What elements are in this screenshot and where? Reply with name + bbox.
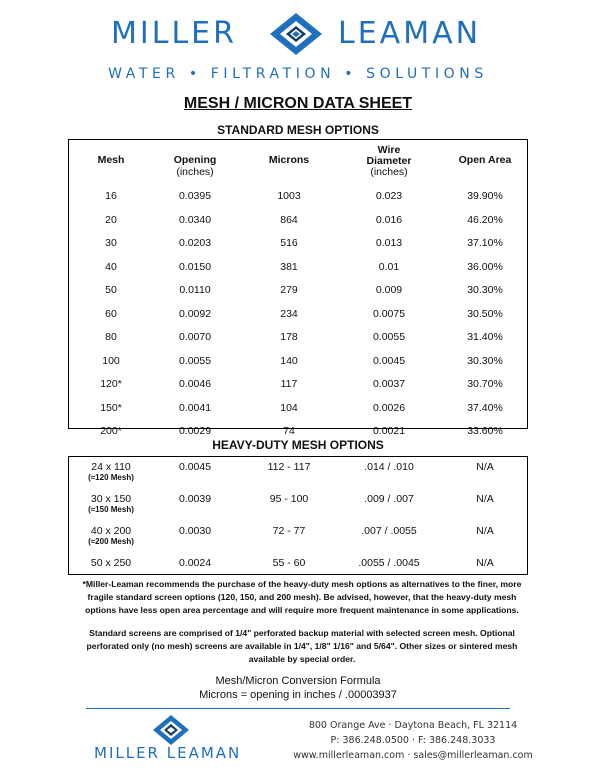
std-cell-wire-diameter: 0.016 <box>375 213 403 226</box>
footer-divider <box>86 708 510 709</box>
std-cell-mesh: 200* <box>100 425 122 437</box>
header-logo <box>0 10 596 60</box>
brand-name-left: MILLER <box>111 16 237 51</box>
std-cell-mesh: 80 <box>105 331 117 343</box>
std-cell-opening: 0.0055 <box>178 354 212 367</box>
header-open-area: Open Area <box>458 154 512 166</box>
std-cell-open-area: 36.00% <box>467 260 503 273</box>
std-cell-opening: 0.0150 <box>178 260 212 273</box>
hd-cell-wire: .007 / .0055 <box>361 525 417 537</box>
std-cell-open-area: 31.40% <box>467 331 503 343</box>
std-cell-opening: 0.0092 <box>178 307 212 320</box>
std-cell-opening: 0.0395 <box>178 190 212 202</box>
hd-cell-mesh-equivalent: (≈200 Mesh) <box>88 537 134 546</box>
std-cell-opening: 0.0041 <box>178 401 212 414</box>
std-cell-wire-diameter: 0.0045 <box>372 354 406 367</box>
diamond-logo-icon <box>268 12 324 56</box>
header-wire-line1: Wire <box>377 144 401 156</box>
hd-cell-microns: 112 - 117 <box>267 461 311 473</box>
hd-cell-mesh: 30 x 150 <box>90 493 132 505</box>
std-cell-wire-diameter: 0.0055 <box>372 331 406 343</box>
std-cell-microns: 140 <box>280 354 298 367</box>
tagline: WATER • FILTRATION • SOLUTIONS <box>108 66 488 82</box>
formula-title: Mesh/Micron Conversion Formula <box>215 675 381 687</box>
header-opening: Opening <box>173 154 217 166</box>
heavy-duty-note: *Miller-Leaman recommends the purchase of the heavy-duty mesh options as alternatives to the finer, more fragile standard screen options (120, 150, and 200 mesh). Be advised, however, that the heavy-duty mesh options have less open area percentage and will require more frequent maintenance in some applications. <box>82 579 522 615</box>
std-cell-microns: 279 <box>280 284 298 296</box>
std-cell-open-area: 33.60% <box>467 425 503 437</box>
header-wire-line2: Diameter <box>366 155 412 167</box>
hd-cell-microns: 72 - 77 <box>272 525 306 537</box>
std-cell-mesh: 40 <box>105 260 117 273</box>
hd-cell-open-area: N/A <box>476 461 494 473</box>
std-cell-mesh: 120* <box>100 378 122 390</box>
std-cell-opening: 0.0029 <box>178 425 212 437</box>
standard-mesh-table <box>68 139 528 437</box>
std-cell-open-area: 39.90% <box>467 190 503 202</box>
std-cell-wire-diameter: 0.023 <box>375 190 403 202</box>
std-cell-open-area: 37.40% <box>467 401 503 414</box>
std-cell-opening: 0.0340 <box>178 213 212 226</box>
footer-address: 800 Orange Ave · Daytona Beach, FL 32114 <box>308 720 518 731</box>
standard-section-title: STANDARD MESH OPTIONS <box>217 123 379 137</box>
std-cell-wire-diameter: 0.0037 <box>372 378 406 390</box>
std-cell-open-area: 37.10% <box>467 237 503 249</box>
hd-cell-wire: .009 / .007 <box>364 493 414 505</box>
hd-cell-open-area: N/A <box>476 557 494 569</box>
std-cell-wire-diameter: 0.0021 <box>372 425 406 437</box>
std-cell-microns: 381 <box>280 260 298 273</box>
std-cell-opening: 0.0046 <box>178 378 212 390</box>
heavy-section-title: HEAVY-DUTY MESH OPTIONS <box>212 438 384 452</box>
hd-cell-mesh: 40 x 200 <box>90 525 132 537</box>
footer-diamond-logo-icon <box>152 714 190 746</box>
hd-cell-microns: 95 - 100 <box>269 493 309 505</box>
std-cell-wire-diameter: 0.0026 <box>372 401 406 414</box>
std-cell-microns: 516 <box>280 237 298 249</box>
standard-screen-note: Standard screens are comprised of 1/4" perforated backup material with selected screen mesh. Optional perforated only (no mesh) screens are available in 1/4", 1/8" 1/16" and 5/64". Other sizes or sintered mesh available by special order. <box>86 628 518 664</box>
std-cell-open-area: 30.30% <box>467 284 503 296</box>
std-cell-microns: 74 <box>283 425 295 437</box>
brand-name-right: LEAMAN <box>338 16 482 51</box>
hd-cell-open-area: N/A <box>476 493 494 505</box>
header-microns: Microns <box>268 154 310 166</box>
hd-cell-mesh: 24 x 110 <box>91 461 131 473</box>
page-title: MESH / MICRON DATA SHEET <box>183 95 413 112</box>
std-cell-wire-diameter: 0.013 <box>375 237 403 249</box>
hd-cell-open-area: N/A <box>476 525 494 537</box>
std-cell-microns: 1003 <box>277 190 301 202</box>
std-cell-wire-diameter: 0.009 <box>375 284 403 296</box>
footer-brand-name: MILLER LEAMAN <box>94 744 242 762</box>
header-opening-unit: (inches) <box>176 166 214 178</box>
hd-cell-mesh: 50 x 250 <box>90 557 132 569</box>
std-cell-mesh: 50 <box>105 284 117 296</box>
header-mesh: Mesh <box>97 154 125 166</box>
std-cell-microns: 117 <box>280 378 298 390</box>
std-cell-wire-diameter: 0.01 <box>378 260 400 273</box>
footer-web: www.millerleaman.com · sales@millerleaman.com <box>293 750 533 761</box>
heavy-duty-mesh-table <box>68 456 528 575</box>
hd-cell-microns: 55 - 60 <box>272 557 306 569</box>
hd-cell-wire: .0055 / .0045 <box>358 557 420 569</box>
std-cell-microns: 178 <box>280 331 298 343</box>
std-cell-mesh: 30 <box>105 237 117 249</box>
std-cell-microns: 864 <box>280 213 298 226</box>
std-cell-mesh: 16 <box>105 190 117 202</box>
std-cell-opening: 0.0110 <box>179 284 211 296</box>
std-cell-open-area: 46.20% <box>467 213 503 226</box>
std-cell-microns: 104 <box>280 401 298 414</box>
std-cell-wire-diameter: 0.0075 <box>372 307 406 320</box>
hd-cell-mesh-equivalent: (≈120 Mesh) <box>88 473 134 482</box>
std-cell-mesh: 150* <box>100 401 122 414</box>
hd-cell-opening: 0.0024 <box>178 557 212 569</box>
std-cell-opening: 0.0203 <box>178 237 212 249</box>
hd-cell-mesh-equivalent: (≈150 Mesh) <box>88 505 134 514</box>
std-cell-mesh: 60 <box>105 307 117 320</box>
formula-body: Microns = opening in inches / .00003937 <box>199 689 397 701</box>
hd-cell-wire: .014 / .010 <box>364 461 414 473</box>
std-cell-mesh: 100 <box>102 354 120 367</box>
hd-cell-opening: 0.0030 <box>178 525 212 537</box>
std-cell-open-area: 30.30% <box>467 354 503 367</box>
std-cell-open-area: 30.50% <box>467 307 503 320</box>
std-cell-opening: 0.0070 <box>178 331 212 343</box>
hd-cell-opening: 0.0045 <box>178 461 212 473</box>
std-cell-mesh: 20 <box>105 213 117 226</box>
std-cell-microns: 234 <box>280 307 298 320</box>
hd-cell-opening: 0.0039 <box>178 493 212 505</box>
header-wire-unit: (inches) <box>370 166 408 178</box>
footer-phone: P: 386.248.0500 · F: 386.248.3033 <box>330 735 496 746</box>
std-cell-open-area: 30.70% <box>467 378 503 390</box>
